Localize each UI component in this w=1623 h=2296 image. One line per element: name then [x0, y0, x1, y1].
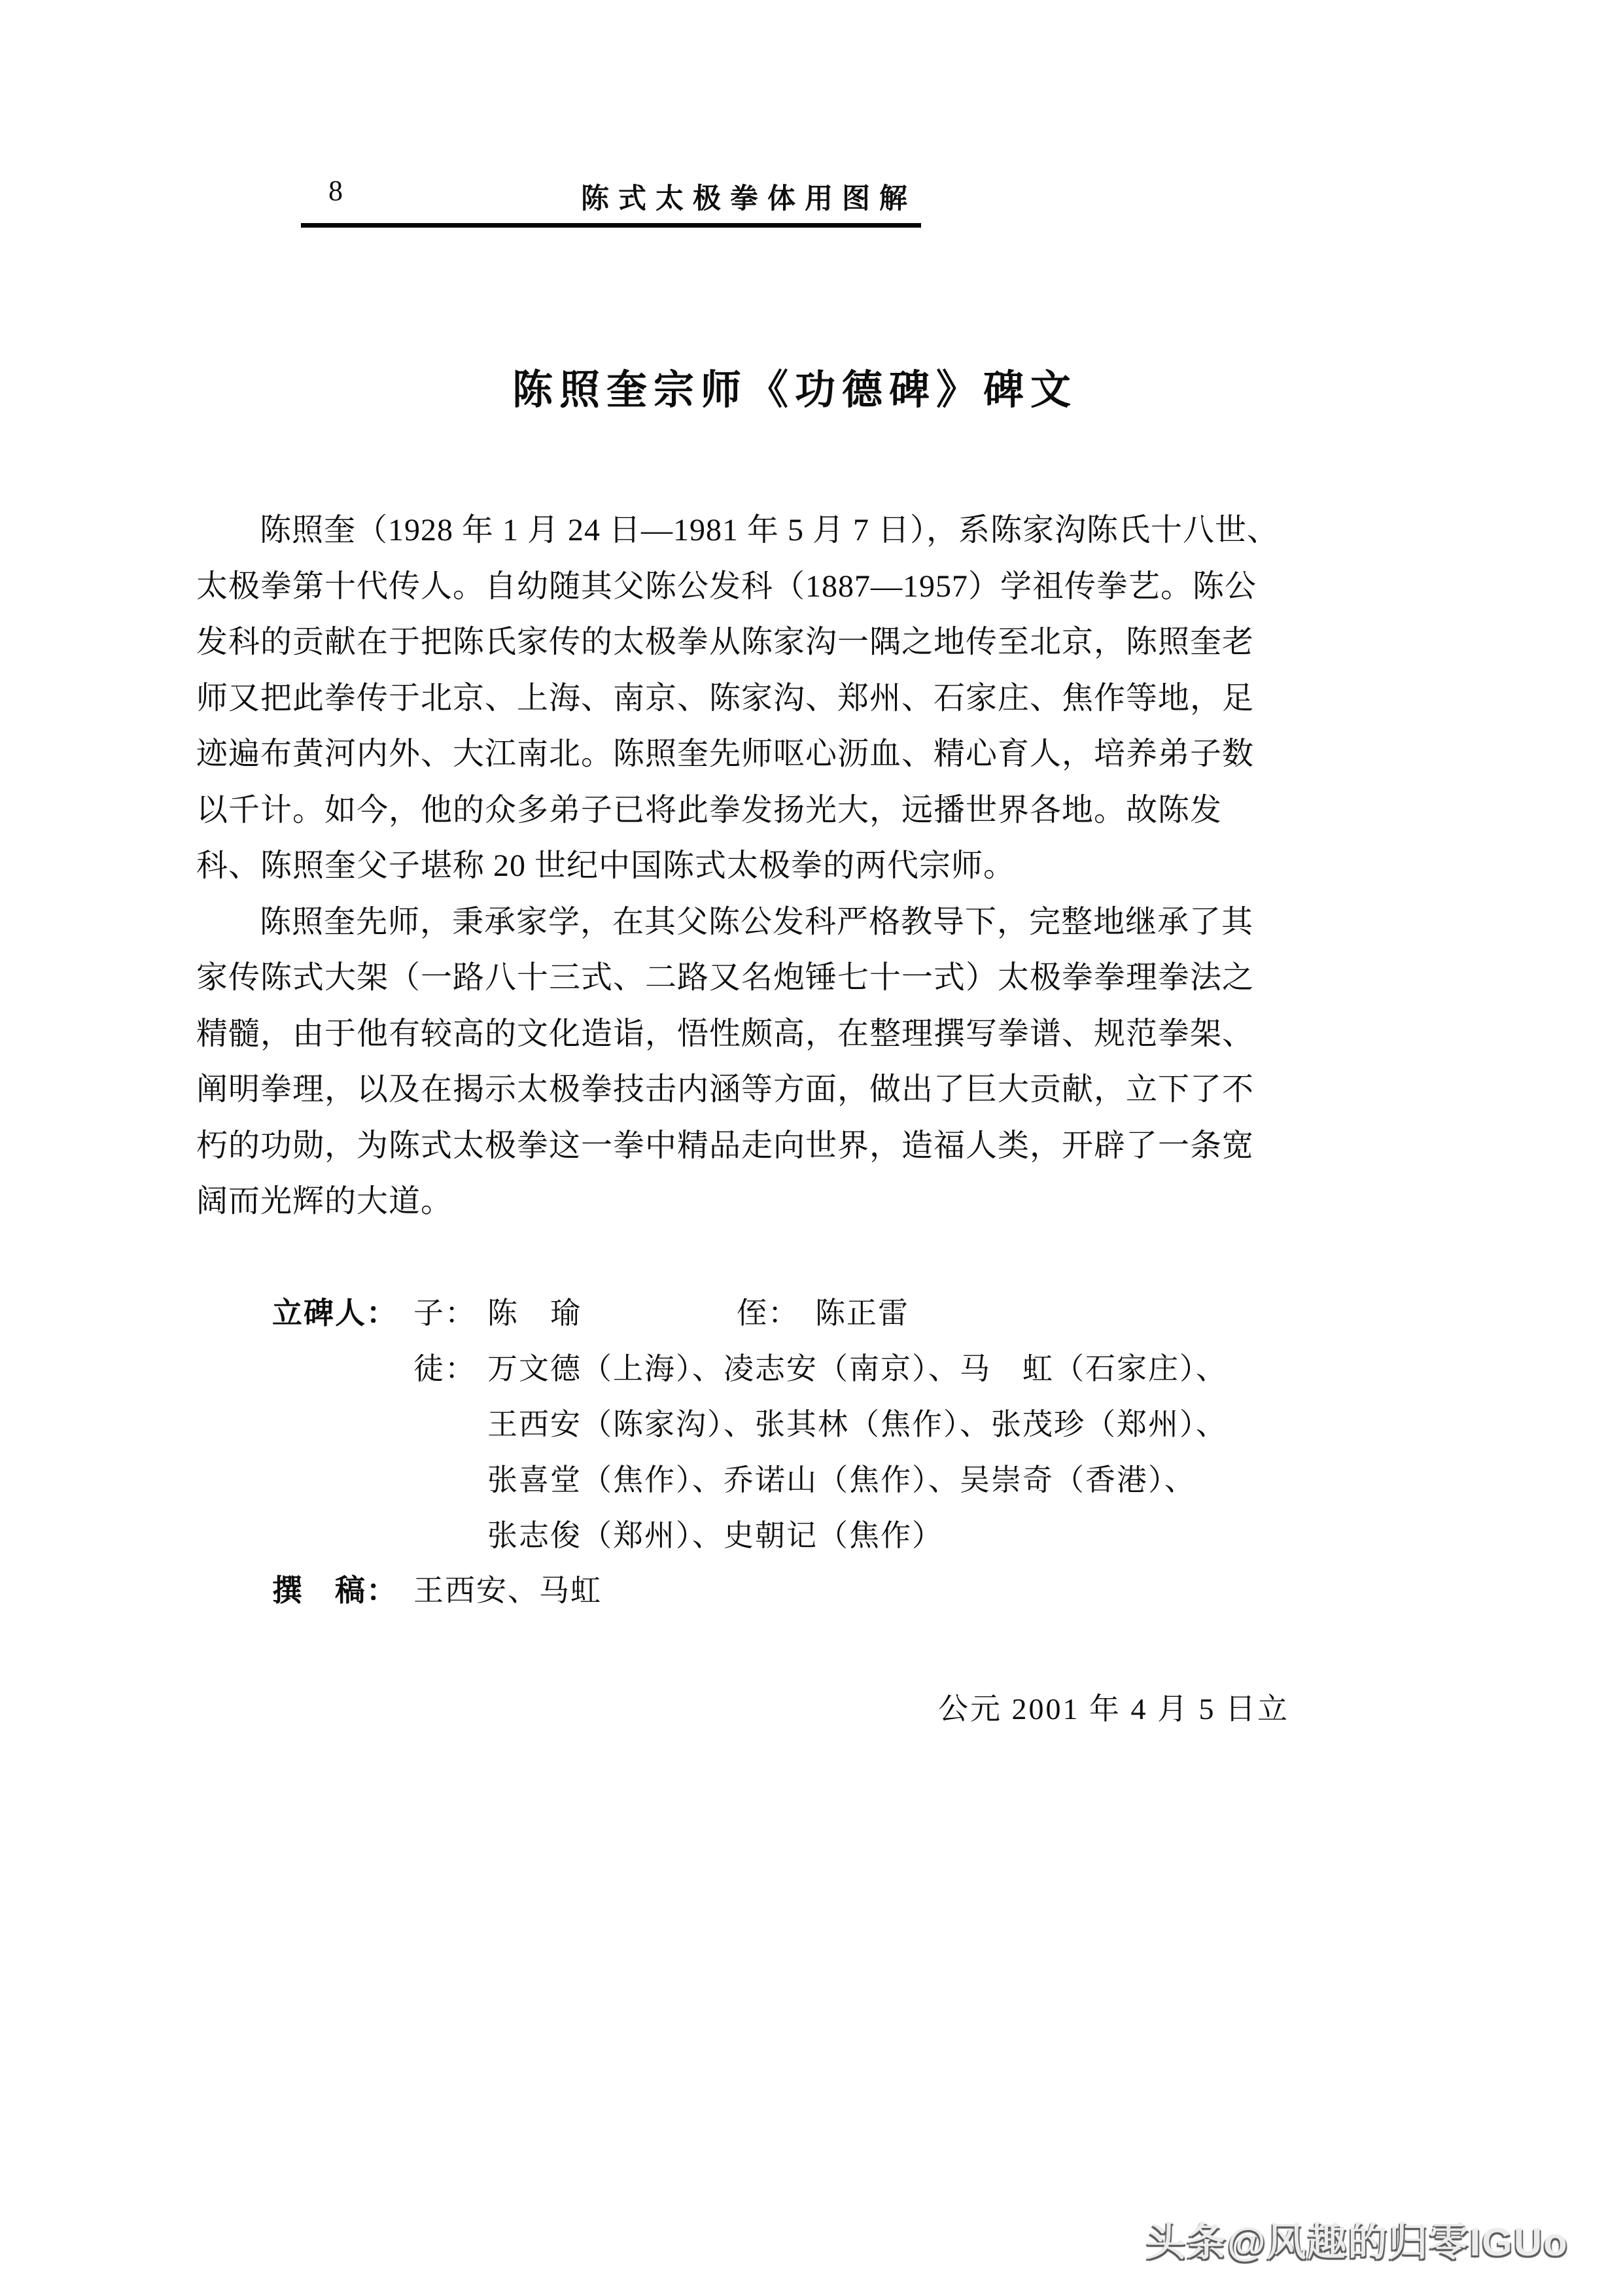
paragraph-line: 陈照奎先师，秉承家学，在其父陈公发科严格教导下，完整地继承了其 [260, 905, 1254, 939]
watermark: 头条@风趣的归零IGUo [1146, 2220, 1569, 2264]
paragraph-line: 科、陈照奎父子堪称 20 世纪中国陈式太极拳的两代宗师。 [196, 848, 1016, 883]
paragraph-line: 阐明拳理，以及在揭示太极拳技击内涵等方面，做出了巨大贡献，立下了不 [196, 1072, 1255, 1107]
paragraph-line: 太极拳第十代传人。自幼随其父陈公发科（1887—1957）学祖传拳艺。陈公 [196, 569, 1257, 604]
disciple-label: 徒： [413, 1352, 476, 1385]
son-label: 子： [413, 1296, 476, 1330]
page-title: 陈照奎宗师《功德碑》碑文 [512, 368, 1077, 413]
nephew-name: 陈正雷 [815, 1296, 909, 1330]
paragraph-line: 师又把此拳传于北京、上海、南京、陈家沟、郑州、石家庄、焦作等地，足 [196, 681, 1255, 716]
disciple-line: 万文德（上海）、凌志安（南京）、马 虹（石家庄）、 [487, 1352, 1227, 1385]
header-rule [301, 223, 921, 228]
disciple-line: 张喜堂（焦作）、乔诺山（焦作）、吴崇奇（香港）、 [487, 1463, 1196, 1497]
page-number: 8 [328, 175, 343, 207]
paragraph-line: 精髓，由于他有较高的文化造诣，悟性颇高，在整理撰写拳谱、规范拳架、 [196, 1017, 1255, 1051]
paragraph-line: 朽的功勋，为陈式太极拳这一拳中精品走向世界，造福人类，开辟了一条宽 [196, 1128, 1255, 1163]
son-name: 陈 瑜 [487, 1296, 582, 1330]
drafting-label: 撰 稿： [272, 1574, 398, 1607]
disciple-line: 张志俊（郑州）、史朝记（焦作） [487, 1519, 943, 1552]
paragraph-line: 以千计。如今，他的众多弟子已将此拳发扬光大，远播世界各地。故陈发 [196, 793, 1223, 827]
date-line: 公元 2001 年 4 月 5 日立 [938, 1692, 1289, 1726]
paragraph-line: 陈照奎（1928 年 1 月 24 日—1981 年 5 月 7 日），系陈家沟陈氏十八世、 [260, 513, 1280, 548]
paragraph-line: 阔而光辉的大道。 [196, 1184, 453, 1219]
paragraph-line: 迹遍布黄河内外、大江南北。陈照奎先师呕心沥血、精心育人，培养弟子数 [196, 737, 1255, 771]
running-title: 陈式太极拳体用图解 [581, 184, 916, 215]
nephew-label: 侄： [737, 1296, 799, 1330]
disciple-line: 王西安（陈家沟）、张其林（焦作）、张茂珍（郑州）、 [487, 1408, 1227, 1441]
paragraph-line: 发科的贡献在于把陈氏家传的太极拳从陈家沟一隅之地传至北京，陈照奎老 [196, 625, 1255, 659]
erectors-label: 立碑人： [272, 1296, 398, 1330]
drafting-names: 王西安、马虹 [413, 1574, 602, 1607]
paragraph-line: 家传陈式大架（一路八十三式、二路又名炮锤七十一式）太极拳拳理拳法之 [196, 960, 1255, 995]
